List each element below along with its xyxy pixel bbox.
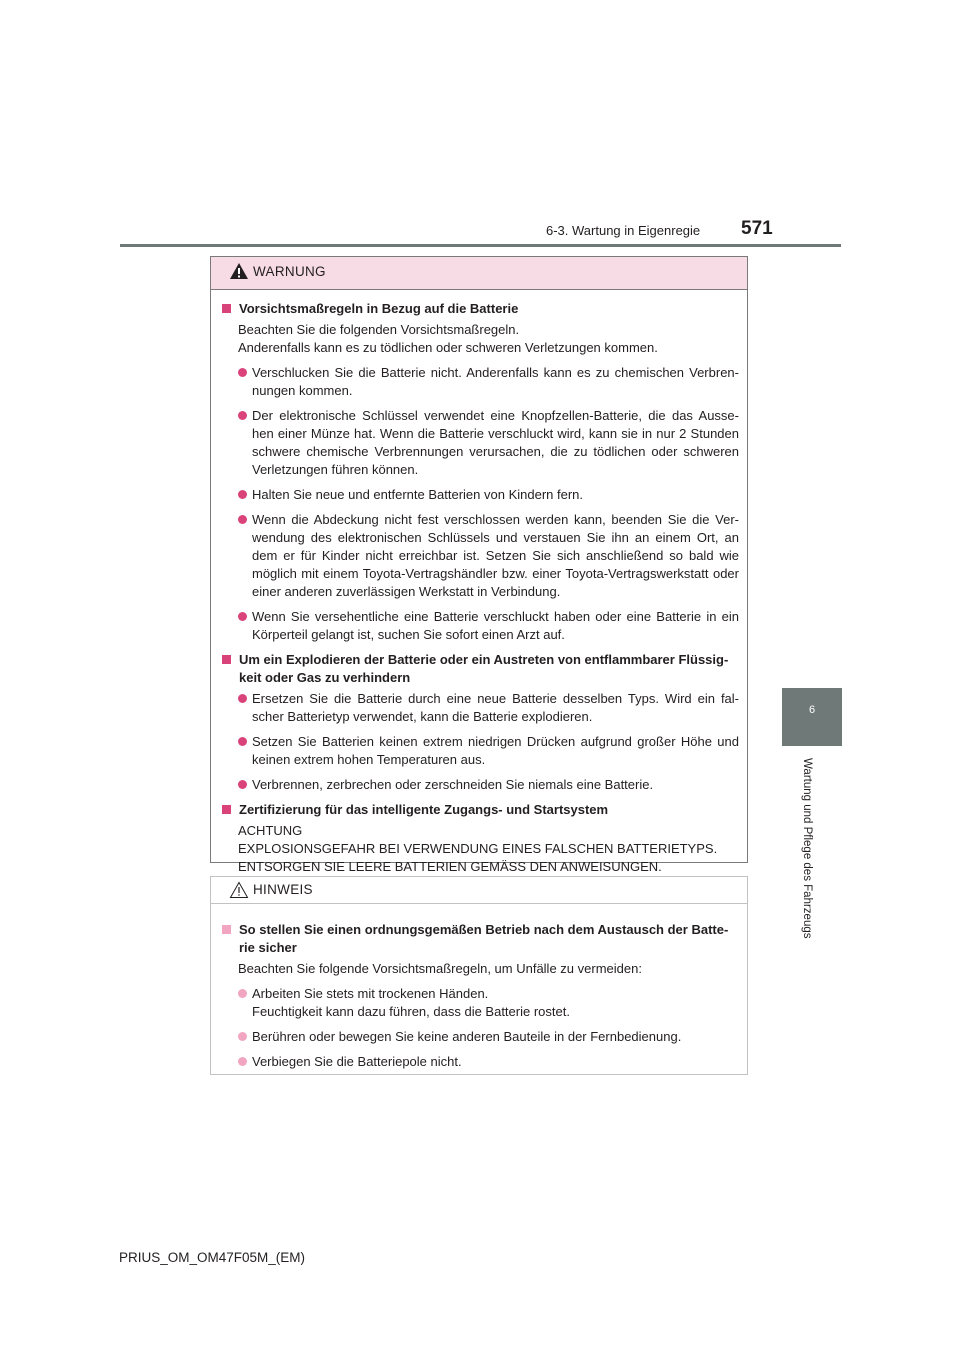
- circle-bullet-icon: [238, 694, 247, 703]
- section-heading: So stellen Sie einen ordnungsgemäßen Betrieb nach dem Austausch der Batte- rie sicher: [219, 921, 739, 957]
- notice-body: [211, 904, 747, 1071]
- circle-bullet-icon: [238, 612, 247, 621]
- section-heading: Vorsichtsmaßregeln in Bezug auf die Batterie: [219, 300, 739, 318]
- header-section: 6-3. Wartung in Eigenregie: [546, 223, 701, 238]
- footer-code: PRIUS_OM_OM47F05M_(EM): [119, 1250, 306, 1265]
- header-rule: [120, 244, 841, 247]
- square-bullet-icon: [222, 655, 231, 664]
- circle-bullet-icon: [238, 490, 247, 499]
- warning-body: [211, 290, 747, 876]
- circle-bullet-icon: [238, 515, 247, 524]
- section-heading: Zertifizierung für das intelligente Zugangs- und Startsystem: [219, 801, 739, 819]
- list-item: Ersetzen Sie die Batterie durch eine neue Batterie desselben Typs. Wird ein fal- scher Batterietyp verwendet, kann die Batterie explodieren.: [219, 690, 739, 726]
- list-item: Verschlucken Sie die Batterie nicht. Anderenfalls kann es zu chemischen Verbren- nungen kommen.: [219, 364, 739, 400]
- list-item: Wenn Sie versehentliche eine Batterie verschluckt haben oder eine Batterie in ein Körperteil gelangt ist, suchen Sie sofort einen Arzt auf.: [219, 608, 739, 644]
- warning-header: [211, 257, 747, 290]
- paragraph: Beachten Sie die folgenden Vorsichtsmaßregeln. Anderenfalls kann es zu tödlichen oder schweren Verletzungen kommen.: [238, 322, 658, 355]
- list-item: Der elektronische Schlüssel verwendet eine Knopfzellen-Batterie, die das Ausse- hen einer Münze hat. Wenn die Batterie verschluckt wird, kann sie in nur 2 Stunden schwere chemische Verbrennungen verursachen, die zu tödlichen oder schweren Verletzungen führen können.: [219, 407, 739, 479]
- list-item: Arbeiten Sie stets mit trockenen Händen. Feuchtigkeit kann dazu führen, dass die Batterie rostet.: [219, 985, 739, 1021]
- square-bullet-icon: [222, 925, 231, 934]
- warning-triangle-icon: [229, 262, 249, 280]
- circle-bullet-icon: [238, 737, 247, 746]
- circle-bullet-icon: [238, 1032, 247, 1041]
- warning-box: [210, 256, 748, 874]
- warning-title: WARNUNG: [253, 264, 326, 279]
- chapter-tab: 6: [782, 688, 842, 746]
- paragraph: Beachten Sie folgende Vorsichtsmaßregeln, um Unfälle zu vermeiden:: [238, 961, 642, 976]
- list-item: Wenn die Abdeckung nicht fest verschlossen werden kann, beenden Sie die Ver- wendung des elektronischen Schlüssels und verstauen Sie ihn an einem Ort, an dem er für Kinder nicht erreichbar ist. Setzen Sie sich anschließend so bald wie möglich mit einem Toyota-Vertragshändler bzw. einer Toyota-Vertragswerkstatt oder einer anderen zuverlässigen Werkstatt in Verbindung.: [219, 511, 739, 601]
- square-bullet-icon: [222, 304, 231, 313]
- chapter-title: Wartung und Pflege des Fahrzeugs: [801, 758, 813, 939]
- notice-box: [210, 876, 748, 1075]
- list-item: Berühren oder bewegen Sie keine anderen Bauteile in der Fernbedienung.: [219, 1028, 739, 1046]
- circle-bullet-icon: [238, 780, 247, 789]
- list-item: Halten Sie neue und entfernte Batterien von Kindern fern.: [219, 486, 739, 504]
- section-heading: Um ein Explodieren der Batterie oder ein Austreten von entflammbarer Flüssig- keit oder Gas zu verhindern: [219, 651, 739, 687]
- page-number: 571: [741, 218, 773, 239]
- notice-header: [211, 877, 747, 904]
- notice-triangle-icon: [229, 881, 249, 899]
- circle-bullet-icon: [238, 989, 247, 998]
- notice-title: HINWEIS: [253, 882, 313, 897]
- circle-bullet-icon: [238, 411, 247, 420]
- paragraph: ACHTUNG EXPLOSIONSGEFAHR BEI VERWENDUNG EINES FALSCHEN BATTERIETYPS. ENTSORGEN SIE LEERE BATTERIEN GEMÄSS DEN ANWEISUNGEN.: [238, 823, 718, 874]
- list-item: Setzen Sie Batterien keinen extrem niedrigen Drücken aufgrund großer Höhe und keinen extrem hohen Temperaturen aus.: [219, 733, 739, 769]
- square-bullet-icon: [222, 805, 231, 814]
- list-item: Verbiegen Sie die Batteriepole nicht.: [219, 1053, 739, 1071]
- circle-bullet-icon: [238, 368, 247, 377]
- circle-bullet-icon: [238, 1057, 247, 1066]
- list-item: Verbrennen, zerbrechen oder zerschneiden Sie niemals eine Batterie.: [219, 776, 739, 794]
